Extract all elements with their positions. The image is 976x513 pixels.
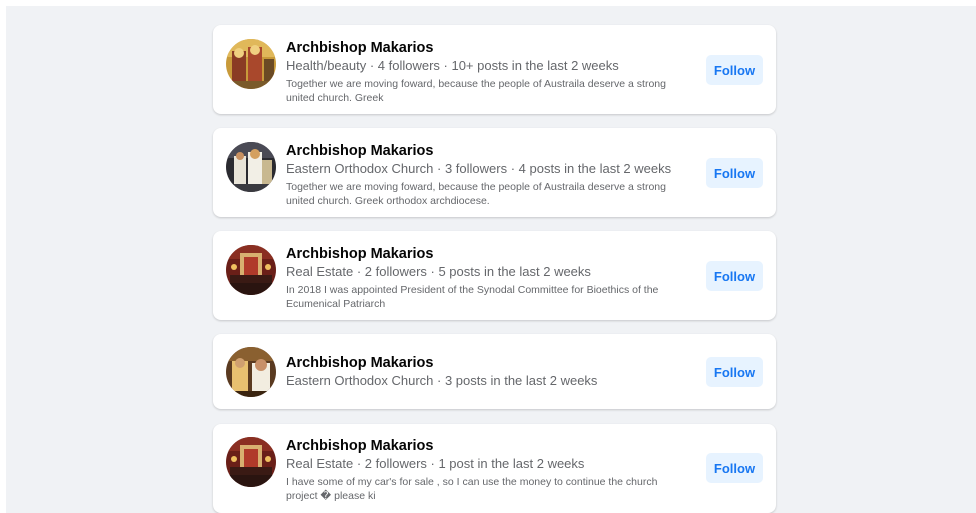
avatar[interactable]	[226, 142, 276, 192]
result-info	[286, 39, 686, 105]
result-name[interactable]: Archbishop Makarios	[286, 40, 434, 56]
avatar[interactable]	[226, 39, 276, 89]
result-description: I have some of my car's for sale , so I can use the money to continue the church project � please ki	[286, 476, 658, 502]
result-info	[286, 437, 686, 503]
result-meta: Real Estate · 2 followers · 1 post in the last 2 weeks	[286, 456, 585, 471]
result-meta: Eastern Orthodox Church · 3 followers · 4 posts in the last 2 weeks	[286, 161, 672, 176]
result-card[interactable]	[213, 25, 776, 114]
follow-button[interactable]: Follow	[706, 158, 763, 188]
result-info	[286, 142, 686, 208]
avatar[interactable]	[226, 347, 276, 397]
avatar[interactable]	[226, 245, 276, 295]
follow-button[interactable]: Follow	[706, 261, 763, 291]
result-card[interactable]	[213, 231, 776, 320]
profile-picture-icon	[226, 347, 276, 397]
follow-button[interactable]: Follow	[706, 357, 763, 387]
profile-picture-icon	[226, 437, 276, 487]
result-name[interactable]: Archbishop Makarios	[286, 438, 434, 454]
result-meta: Real Estate · 2 followers · 5 posts in the last 2 weeks	[286, 264, 591, 279]
avatar[interactable]	[226, 437, 276, 487]
result-info	[286, 245, 686, 311]
result-card[interactable]	[213, 424, 776, 513]
result-name[interactable]: Archbishop Makarios	[286, 246, 434, 262]
result-meta: Eastern Orthodox Church · 3 posts in the last 2 weeks	[286, 373, 598, 388]
result-info	[286, 354, 686, 389]
result-description: Together we are moving foward, because the people of Austraila deserve a strong united church. Greek orthodox archdiocese.	[286, 181, 666, 207]
result-card[interactable]	[213, 334, 776, 409]
profile-picture-icon	[226, 142, 276, 192]
result-name[interactable]: Archbishop Makarios	[286, 355, 434, 371]
follow-button[interactable]: Follow	[706, 55, 763, 85]
result-description: Together we are moving foward, because the people of Austraila deserve a strong united church. Greek	[286, 78, 666, 104]
result-description: In 2018 I was appointed President of the Synodal Committee for Bioethics of the Ecumenical Patriarch	[286, 284, 659, 310]
follow-button[interactable]: Follow	[706, 453, 763, 483]
result-card[interactable]	[213, 128, 776, 217]
result-meta: Health/beauty · 4 followers · 10+ posts in the last 2 weeks	[286, 58, 619, 73]
profile-picture-icon	[226, 245, 276, 295]
profile-picture-icon	[226, 39, 276, 89]
result-name[interactable]: Archbishop Makarios	[286, 143, 434, 159]
